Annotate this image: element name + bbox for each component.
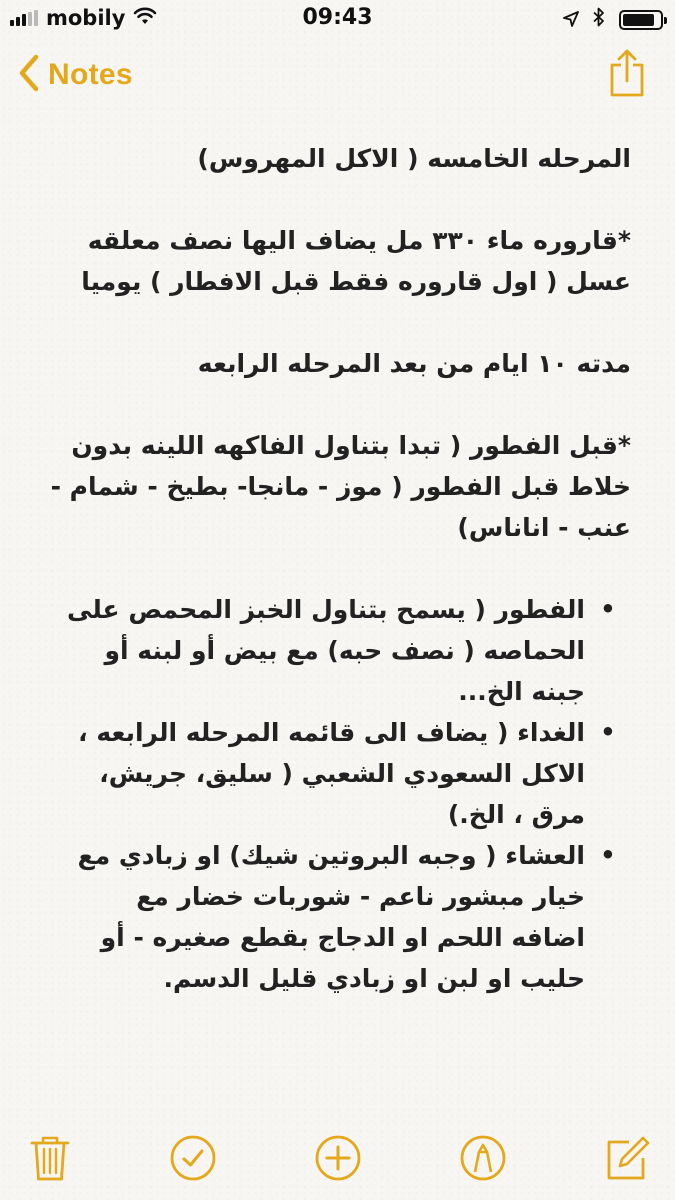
trash-icon [26,1134,74,1182]
chevron-left-icon [18,54,40,96]
compose-button[interactable] [603,1134,651,1182]
meal-list [48,589,631,999]
list-line: العشاء ( وجبه البروتين شيك) او زبادي مع [77,841,585,870]
bullet: • [600,718,616,746]
back-label: Notes [48,58,133,91]
share-icon [609,48,645,98]
compose-icon [603,1134,651,1182]
bottom-toolbar [0,1112,675,1200]
list-item [48,589,631,712]
list-line: حليب او لبن او زبادي قليل الدسم. [163,964,585,993]
note-body[interactable] [48,138,631,999]
note-title: المرحله الخامسه ( الاكل المهروس) [197,144,631,173]
note-line: عسل ( اول قاروره فقط قبل الافطار ) يوميا [81,267,631,296]
note-line: *قبل الفطور ( تبدا بتناول الفاكهه اللينه بدون [71,431,631,460]
sketch-icon [459,1134,507,1182]
list-line: الحماصه ( نصف حبه) مع بيض أو لبنه أو [104,636,585,665]
status-bar [0,0,675,40]
clock: 09:43 [302,5,373,30]
list-line: الاكل السعودي الشعبي ( سليق، جريش، [99,759,585,788]
note-line: عنب - اناناس) [457,513,631,542]
sketch-button[interactable] [459,1134,507,1182]
note-line: *قاروره ماء ٣٣٠ مل يضاف اليها نصف معلقه [87,226,631,255]
list-item [48,712,631,835]
battery-level [623,14,654,26]
bluetooth-icon [593,7,605,32]
status-right [563,7,663,32]
bullet: • [600,841,616,869]
add-icon [314,1134,362,1182]
nav-bar [0,40,675,120]
delete-button[interactable] [26,1134,74,1182]
list-line: اضافه اللحم او الدجاج بقطع صغيره - أو [100,923,585,952]
back-button[interactable] [18,54,133,96]
list-line: خيار مبشور ناعم - شوربات خضار مع [136,882,585,911]
list-line: جبنه الخ... [458,677,585,706]
note-line: خلاط قبل الفطور ( موز - مانجا- بطيخ - شمام - [50,472,631,501]
list-line: مرق ، الخ.) [447,800,585,829]
location-icon [563,8,579,32]
bullet: • [600,595,616,623]
list-line: الفطور ( يسمح بتناول الخبز المحمص على [67,595,585,624]
battery-icon [619,10,663,30]
note-line: مدته ١٠ ايام من بعد المرحله الرابعه [197,349,631,378]
share-button[interactable] [609,48,645,102]
list-line: الغداء ( يضاف الى قائمه المرحله الرابعه ، [78,718,585,747]
checklist-button[interactable] [169,1134,217,1182]
checklist-icon [169,1134,217,1182]
add-button[interactable] [314,1134,362,1182]
list-item [48,835,631,999]
carrier-name: mobily [46,6,126,30]
